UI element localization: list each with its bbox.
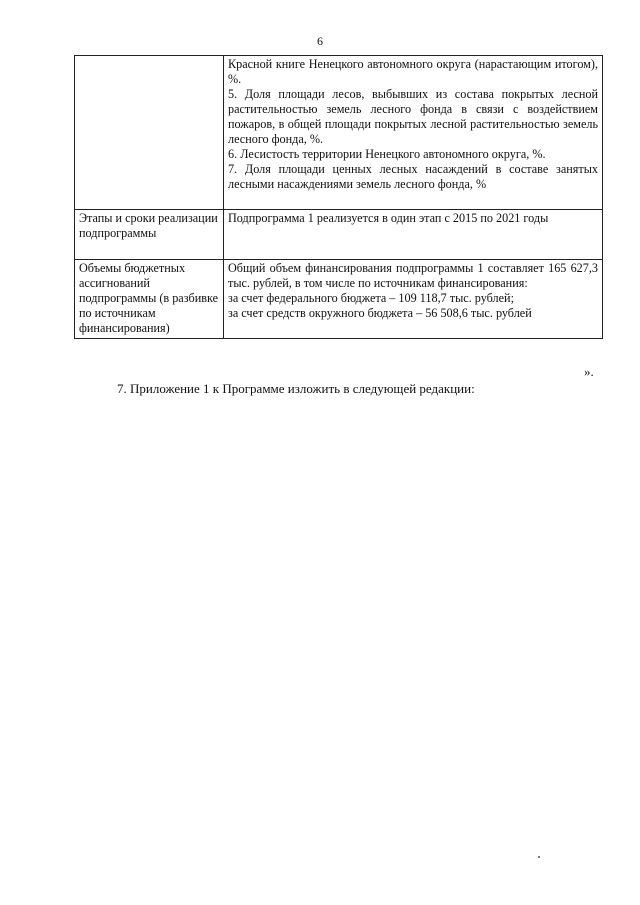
paragraph-7: 7. Приложение 1 к Программе изложить в следующей редакции: — [117, 381, 475, 396]
scan-speck — [538, 856, 540, 858]
table-cell-empty — [75, 56, 224, 210]
funding-total: Общий объем финансирования подпрограммы 1 составляет 165 627,3 тыс. рублей, в том числе по источникам финансирования: — [228, 261, 598, 290]
closing-quote: ». — [584, 364, 594, 379]
table-row — [75, 56, 603, 210]
row-value-funding — [224, 260, 603, 339]
passport-table — [74, 55, 603, 339]
page-number: 6 — [317, 34, 323, 48]
indicators-cell — [224, 56, 603, 210]
indicator-item: 6. Лесистость территории Ненецкого автономного округа, %. — [228, 147, 546, 161]
indicator-item: 7. Доля площади ценных лесных насаждений в составе занятых лесными насаждениями земель лесного фонда, % — [228, 162, 598, 191]
row-value-stages: Подпрограмма 1 реализуется в один этап с 2015 по 2021 годы — [224, 210, 603, 260]
table-row — [75, 260, 603, 339]
funding-regional: за счет средств окружного бюджета – 56 508,6 тыс. рублей — [228, 306, 532, 320]
indicator-item: 5. Доля площади лесов, выбывших из состава покрытых лесной растительностью земель лесного фонда в связи с воздействием пожаров, в общей площади покрытых лесной растительностью земель лесного фонда, %. — [228, 87, 598, 146]
indicator-text: Красной книге Ненецкого автономного округа (нарастающим итогом), %. — [228, 57, 598, 86]
row-label-funding: Объемы бюджетных ассигнований подпрограммы (в разбивке по источникам финансирования) — [75, 260, 224, 339]
funding-federal: за счет федерального бюджета – 109 118,7 тыс. рублей; — [228, 291, 514, 305]
row-label-stages: Этапы и сроки реализации подпрограммы — [75, 210, 224, 260]
table-row — [75, 210, 603, 260]
